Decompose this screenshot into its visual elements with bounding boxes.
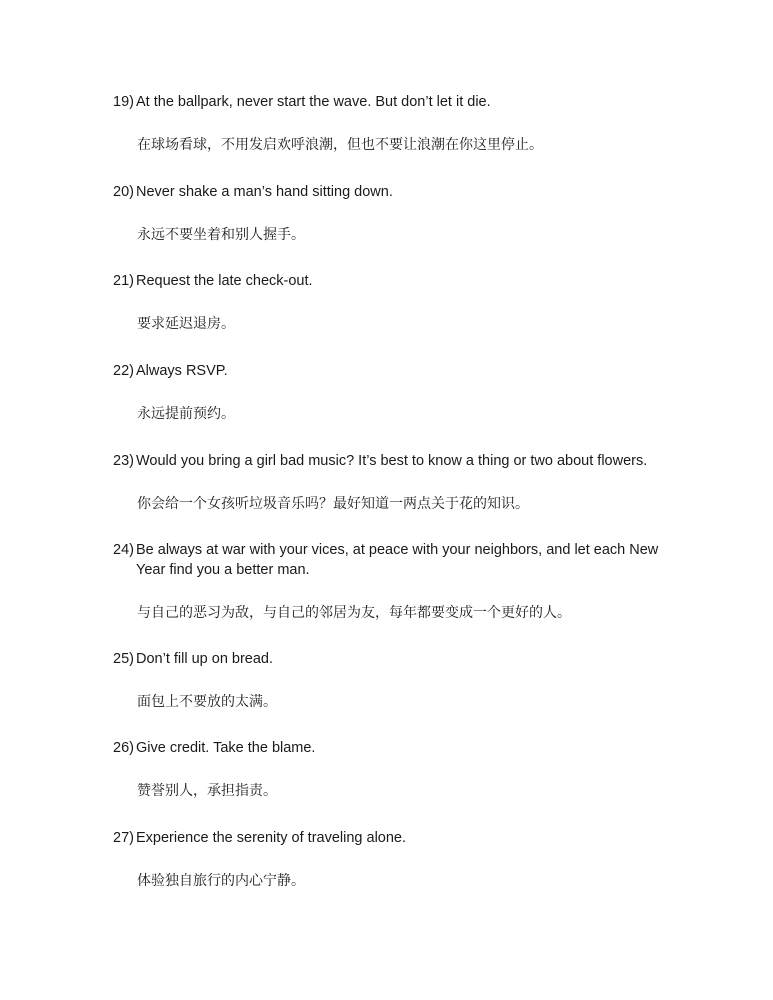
chinese-text: 赞誉别人，承担指责。 [137, 783, 277, 799]
english-line [113, 361, 693, 381]
chinese-text: 要求延迟退房。 [137, 316, 235, 332]
item-number: 26) [113, 740, 134, 756]
chinese-text: 永远不要坐着和别人握手。 [137, 227, 305, 243]
english-text: Would you bring a girl bad music? It’s best to know a thing or two about flowers. [136, 453, 648, 469]
item-number: 19) [113, 94, 134, 110]
english-line [113, 828, 693, 848]
list-item [113, 92, 693, 153]
item-number: 23) [113, 453, 134, 469]
item-number: 20) [113, 184, 134, 200]
chinese-text: 永远提前预约。 [137, 406, 235, 422]
item-number: 24) [113, 542, 134, 558]
list-item [113, 540, 673, 621]
english-line [113, 451, 713, 471]
english-line [113, 271, 693, 291]
list-item [113, 828, 693, 889]
english-text: Don’t fill up on bread. [136, 651, 274, 667]
item-number: 21) [113, 273, 134, 289]
list-item [113, 649, 693, 710]
english-text: At the ballpark, never start the wave. But don’t let it die. [136, 94, 491, 110]
list-item [113, 182, 693, 243]
chinese-text: 在球场看球，不用发启欢呼浪潮，但也不要让浪潮在你这里停止。 [137, 137, 543, 153]
item-number: 22) [113, 363, 134, 379]
chinese-text: 面包上不要放的太满。 [137, 694, 277, 710]
english-text: Request the late check-out. [136, 273, 313, 289]
english-line [113, 182, 693, 202]
list-item [113, 271, 693, 332]
chinese-text: 体验独自旅行的内心宁静。 [137, 873, 305, 889]
english-text: Give credit. Take the blame. [136, 740, 316, 756]
item-number: 25) [113, 651, 134, 667]
english-text: Experience the serenity of traveling alone. [136, 830, 407, 846]
item-number: 27) [113, 830, 134, 846]
chinese-text: 你会给一个女孩听垃圾音乐吗？最好知道一两点关于花的知识。 [137, 496, 529, 512]
english-text: Be always at war with your vices, at peace with your neighbors, and let each New Year find you a better man. [136, 542, 659, 578]
english-line [113, 92, 693, 112]
english-text: Never shake a man’s hand sitting down. [136, 184, 393, 200]
list-item [113, 451, 713, 512]
list-item [113, 361, 693, 422]
english-text: Always RSVP. [136, 363, 228, 379]
english-line [113, 540, 673, 580]
english-line [113, 649, 693, 669]
list-item [113, 738, 693, 799]
chinese-text: 与自己的恶习为敌，与自己的邻居为友，每年都要变成一个更好的人。 [137, 605, 571, 621]
english-line [113, 738, 693, 758]
